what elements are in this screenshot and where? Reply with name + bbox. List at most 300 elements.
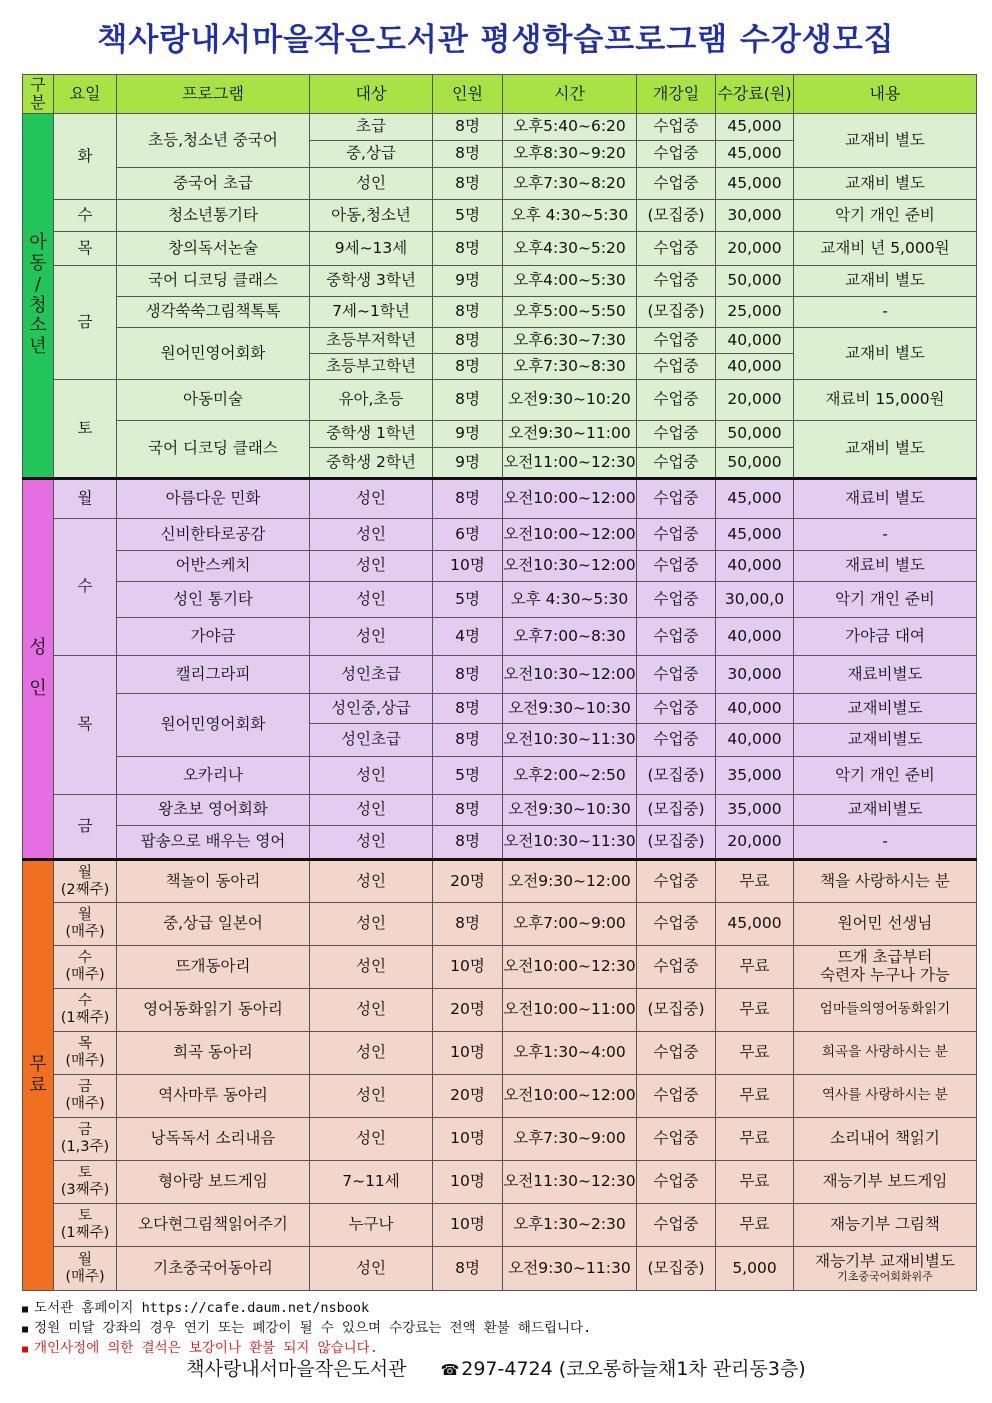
time-cell: 오전10:30~11:30 (503, 724, 637, 757)
fee-cell: 40,000 (716, 724, 794, 757)
header-section: 구분 (23, 75, 54, 114)
fee-cell: 45,000 (716, 519, 794, 551)
status-cell: 수업중 (637, 1161, 716, 1204)
target-cell: 성인초급 (310, 724, 433, 757)
target-cell: 7~11세 (310, 1161, 433, 1204)
adult-section (23, 479, 977, 860)
status-cell: 수업중 (637, 232, 716, 266)
time-cell: 오전10:30~12:00 (503, 551, 637, 582)
table-row (23, 328, 977, 354)
fee-cell: 20,000 (716, 232, 794, 266)
note-cell: 재능기부 그림책 (794, 1204, 977, 1247)
status-cell: 수업중 (637, 618, 716, 656)
phone-icon: ☎ (440, 1361, 460, 1379)
table-row (23, 200, 977, 232)
program-cell: 아동미술 (117, 380, 310, 421)
note-refund: ■ 정원 미달 강좌의 경우 연기 또는 폐강이 될 수 있으며 수강료는 전액 환불 해드립니다. (22, 1320, 592, 1336)
target-cell: 7세~1학년 (310, 297, 433, 328)
note-absence: ■ 개인사정에 의한 결석은 보강이나 환불 되지 않습니다. (22, 1340, 378, 1356)
fee-cell: 무료 (716, 1032, 794, 1075)
program-cell: 창의독서논술 (117, 232, 310, 266)
target-cell: 성인 (310, 795, 433, 826)
table-row (23, 168, 977, 200)
program-cell: 청소년통기타 (117, 200, 310, 232)
table-row (23, 618, 977, 656)
time-cell: 오후7:30~8:30 (503, 354, 637, 380)
status-cell: 수업중 (637, 656, 716, 694)
program-cell: 원어민영어회화 (117, 694, 310, 757)
count-cell: 8명 (433, 1247, 503, 1291)
count-cell: 8명 (433, 903, 503, 946)
note-cell: 교재비 별도 (794, 421, 977, 479)
program-cell: 형아랑 보드게임 (117, 1161, 310, 1204)
day-cell: 수 (54, 200, 117, 232)
time-cell: 오전10:00~12:30 (503, 946, 637, 989)
note-cell: 엄마들의영어동화읽기 (794, 989, 977, 1032)
header-target: 대상 (310, 75, 433, 114)
count-cell: 8명 (433, 826, 503, 860)
target-cell: 중학생 1학년 (310, 421, 433, 448)
day-cell: 화 (54, 114, 117, 200)
note-cell: 교재비 별도 (794, 168, 977, 200)
note-cell: 교재비별도 (794, 795, 977, 826)
day-cell: 목 (매주) (54, 1032, 117, 1075)
note-cell: - (794, 297, 977, 328)
header-count: 인원 (433, 75, 503, 114)
note-cell: 소리내어 책읽기 (794, 1118, 977, 1161)
program-cell: 낭독독서 소리내음 (117, 1118, 310, 1161)
time-cell: 오후 4:30~5:30 (503, 200, 637, 232)
note-cell: 교재비 별도 (794, 266, 977, 297)
fee-cell: 5,000 (716, 1247, 794, 1291)
day-cell: 금 (매주) (54, 1075, 117, 1118)
target-cell: 성인 (310, 618, 433, 656)
note-cell: 교재비별도 (794, 724, 977, 757)
status-cell: 수업중 (637, 168, 716, 200)
status-cell: 수업중 (637, 328, 716, 354)
target-cell: 성인 (310, 1032, 433, 1075)
time-cell: 오전9:30~10:30 (503, 694, 637, 724)
day-cell: 토 (1째주) (54, 1204, 117, 1247)
time-cell: 오전11:00~12:30 (503, 448, 637, 479)
time-cell: 오전9:30~10:20 (503, 380, 637, 421)
count-cell: 8명 (433, 141, 503, 168)
count-cell: 20명 (433, 1075, 503, 1118)
count-cell: 9명 (433, 266, 503, 297)
note-cell: 재료비별도 (794, 656, 977, 694)
program-cell: 희곡 동아리 (117, 1032, 310, 1075)
program-cell: 국어 디코딩 클래스 (117, 421, 310, 479)
time-cell: 오전9:30~12:00 (503, 860, 637, 903)
fee-cell: 무료 (716, 1075, 794, 1118)
status-cell: 수업중 (637, 519, 716, 551)
note-cell: 책을 사랑하시는 분 (794, 860, 977, 903)
count-cell: 8명 (433, 354, 503, 380)
fee-cell: 50,000 (716, 448, 794, 479)
time-cell: 오후1:30~4:00 (503, 1032, 637, 1075)
target-cell: 9세~13세 (310, 232, 433, 266)
status-cell: 수업중 (637, 1118, 716, 1161)
status-cell: (모집중) (637, 757, 716, 795)
count-cell: 9명 (433, 421, 503, 448)
fee-cell: 45,000 (716, 903, 794, 946)
fee-cell: 35,000 (716, 757, 794, 795)
fee-cell: 40,000 (716, 551, 794, 582)
fee-cell: 무료 (716, 946, 794, 989)
target-cell: 성인 (310, 519, 433, 551)
table-row (23, 1032, 977, 1075)
program-cell: 성인 통기타 (117, 582, 310, 618)
target-cell: 성인 (310, 1247, 433, 1291)
day-cell: 금 (1,3주) (54, 1118, 117, 1161)
table-row (23, 421, 977, 448)
fee-cell: 40,000 (716, 618, 794, 656)
footer-library: 책사랑내서마을작은도서관 (186, 1358, 407, 1380)
table-row (23, 551, 977, 582)
target-cell: 성인 (310, 168, 433, 200)
program-cell: 원어민영어회화 (117, 328, 310, 380)
status-cell: (모집중) (637, 989, 716, 1032)
table-row (23, 757, 977, 795)
target-cell: 성인 (310, 582, 433, 618)
day-cell: 토 (3째주) (54, 1161, 117, 1204)
target-cell: 중,상급 (310, 141, 433, 168)
target-cell: 성인 (310, 826, 433, 860)
status-cell: 수업중 (637, 354, 716, 380)
time-cell: 오전10:00~11:00 (503, 989, 637, 1032)
count-cell: 10명 (433, 1161, 503, 1204)
target-cell: 아동,청소년 (310, 200, 433, 232)
day-cell: 수 (매주) (54, 946, 117, 989)
target-cell: 중학생 3학년 (310, 266, 433, 297)
fee-cell: 40,000 (716, 354, 794, 380)
status-cell: 수업중 (637, 1032, 716, 1075)
time-cell: 오전9:30~11:00 (503, 421, 637, 448)
day-cell: 월 (매주) (54, 903, 117, 946)
status-cell: 수업중 (637, 860, 716, 903)
program-cell: 책놀이 동아리 (117, 860, 310, 903)
target-cell: 성인초급 (310, 656, 433, 694)
footer-address: (코오롱하늘채1차 관리동3층) (558, 1358, 806, 1380)
time-cell: 오후5:00~5:50 (503, 297, 637, 328)
status-cell: 수업중 (637, 479, 716, 519)
day-cell: 수 (1째주) (54, 989, 117, 1032)
note-homepage: ■ 도서관 홈페이지 https://cafe.daum.net/nsbook (22, 1300, 370, 1316)
header-day: 요일 (54, 75, 117, 114)
time-cell: 오전10:30~12:00 (503, 656, 637, 694)
free-section (23, 860, 977, 1291)
table-row (23, 1161, 977, 1204)
note-cell: 악기 개인 준비 (794, 582, 977, 618)
day-cell: 토 (54, 380, 117, 479)
footer-phone: 297-4724 (461, 1358, 553, 1380)
program-cell: 아름다운 민화 (117, 479, 310, 519)
note-cell: 교재비별도 (794, 694, 977, 724)
note-cell: 재능기부 교재비별도 기초중국어회화위주 (794, 1247, 977, 1291)
day-cell: 목 (54, 232, 117, 266)
day-cell: 금 (54, 795, 117, 860)
status-cell: 수업중 (637, 421, 716, 448)
section-label-free: 무 료 (23, 860, 54, 1291)
note-cell: 교재비 년 5,000원 (794, 232, 977, 266)
note-cell: 재능기부 보드게임 (794, 1161, 977, 1204)
note-cell: 재료비 15,000원 (794, 380, 977, 421)
fee-cell: 무료 (716, 989, 794, 1032)
status-cell: 수업중 (637, 694, 716, 724)
time-cell: 오전10:00~12:00 (503, 479, 637, 519)
count-cell: 10명 (433, 1204, 503, 1247)
status-cell: 수업중 (637, 380, 716, 421)
time-cell: 오후6:30~7:30 (503, 328, 637, 354)
status-cell: 수업중 (637, 448, 716, 479)
count-cell: 8명 (433, 328, 503, 354)
count-cell: 8명 (433, 168, 503, 200)
status-cell: (모집중) (637, 1247, 716, 1291)
time-cell: 오전9:30~11:30 (503, 1247, 637, 1291)
status-cell: 수업중 (637, 141, 716, 168)
target-cell: 성인 (310, 860, 433, 903)
target-cell: 성인 (310, 479, 433, 519)
section-label-child: 아 동 / 청 소 년 (23, 114, 54, 479)
time-cell: 오전10:00~12:00 (503, 1075, 637, 1118)
count-cell: 10명 (433, 1118, 503, 1161)
table-row (23, 694, 977, 724)
bullet-icon: ■ (22, 1344, 29, 1355)
target-cell: 유아,초등 (310, 380, 433, 421)
status-cell: 수업중 (637, 266, 716, 297)
time-cell: 오후1:30~2:30 (503, 1204, 637, 1247)
program-cell: 가야금 (117, 618, 310, 656)
note-cell: 재료비 별도 (794, 551, 977, 582)
header-status: 개강일 (637, 75, 716, 114)
count-cell: 8명 (433, 724, 503, 757)
program-cell: 오카리나 (117, 757, 310, 795)
fee-cell: 무료 (716, 1204, 794, 1247)
target-cell: 성인 (310, 757, 433, 795)
table-row (23, 989, 977, 1032)
count-cell: 8명 (433, 232, 503, 266)
child-section (23, 114, 977, 479)
page-title: 책사랑내서마을작은도서관 평생학습프로그램 수강생모집 (97, 22, 895, 58)
status-cell: (모집중) (637, 297, 716, 328)
fee-cell: 35,000 (716, 795, 794, 826)
target-cell: 중학생 2학년 (310, 448, 433, 479)
time-cell: 오후2:00~2:50 (503, 757, 637, 795)
section-label-adult: 성 인 (23, 479, 54, 860)
program-cell: 국어 디코딩 클래스 (117, 266, 310, 297)
header-fee: 수강료(원) (716, 75, 794, 114)
time-cell: 오후8:30~9:20 (503, 141, 637, 168)
target-cell: 성인 (310, 946, 433, 989)
status-cell: (모집중) (637, 795, 716, 826)
time-cell: 오후7:00~8:30 (503, 618, 637, 656)
time-cell: 오후4:00~5:30 (503, 266, 637, 297)
program-cell: 팝송으로 배우는 영어 (117, 826, 310, 860)
table-row (23, 232, 977, 266)
program-cell: 어반스케치 (117, 551, 310, 582)
program-cell: 뜨개동아리 (117, 946, 310, 989)
fee-cell: 45,000 (716, 141, 794, 168)
time-cell: 오후7:30~9:00 (503, 1118, 637, 1161)
count-cell: 5명 (433, 200, 503, 232)
table-row (23, 519, 977, 551)
fee-cell: 45,000 (716, 479, 794, 519)
fee-cell: 30,000 (716, 656, 794, 694)
target-cell: 초등부저학년 (310, 328, 433, 354)
program-cell: 생각쑥쑥그림책톡톡 (117, 297, 310, 328)
program-cell: 캘리그라피 (117, 656, 310, 694)
day-cell: 금 (54, 266, 117, 380)
notes (22, 1299, 972, 1359)
status-cell: 수업중 (637, 946, 716, 989)
table-row (23, 1247, 977, 1291)
fee-cell: 40,000 (716, 694, 794, 724)
count-cell: 20명 (433, 989, 503, 1032)
note-cell: - (794, 826, 977, 860)
program-cell: 신비한타로공감 (117, 519, 310, 551)
table-row (23, 582, 977, 618)
note-cell: 악기 개인 준비 (794, 200, 977, 232)
fee-cell: 무료 (716, 1161, 794, 1204)
table-row (23, 656, 977, 694)
table-row (23, 479, 977, 519)
fee-cell: 45,000 (716, 168, 794, 200)
table-row (23, 795, 977, 826)
table-row (23, 903, 977, 946)
time-cell: 오전11:30~12:30 (503, 1161, 637, 1204)
program-cell: 왕초보 영어회화 (117, 795, 310, 826)
fee-cell: 20,000 (716, 826, 794, 860)
fee-cell: 45,000 (716, 114, 794, 141)
count-cell: 8명 (433, 795, 503, 826)
note-cell: 희곡을 사랑하시는 분 (794, 1032, 977, 1075)
count-cell: 8명 (433, 656, 503, 694)
status-cell: (모집중) (637, 200, 716, 232)
count-cell: 5명 (433, 582, 503, 618)
program-cell: 초등,청소년 중국어 (117, 114, 310, 168)
note-cell: 재료비 별도 (794, 479, 977, 519)
day-cell: 월 (매주) (54, 1247, 117, 1291)
table-row (23, 1204, 977, 1247)
program-cell: 영어동화읽기 동아리 (117, 989, 310, 1032)
count-cell: 8명 (433, 297, 503, 328)
fee-cell: 40,000 (716, 328, 794, 354)
bullet-icon: ■ (22, 1324, 29, 1335)
table-row (23, 380, 977, 421)
program-cell: 오다현그림책읽어주기 (117, 1204, 310, 1247)
day-cell: 월 (2째주) (54, 860, 117, 903)
count-cell: 8명 (433, 694, 503, 724)
target-cell: 성인 (310, 551, 433, 582)
table-row (23, 946, 977, 989)
homepage-link[interactable]: https://cafe.daum.net/nsbook (141, 1300, 370, 1316)
day-cell: 목 (54, 656, 117, 795)
time-cell: 오후7:00~9:00 (503, 903, 637, 946)
count-cell: 8명 (433, 114, 503, 141)
schedule-table (22, 74, 977, 1291)
status-cell: 수업중 (637, 114, 716, 141)
count-cell: 5명 (433, 757, 503, 795)
fee-cell: 30,000 (716, 200, 794, 232)
target-cell: 성인 (310, 1075, 433, 1118)
count-cell: 9명 (433, 448, 503, 479)
time-cell: 오전10:30~11:30 (503, 826, 637, 860)
footer (0, 1354, 992, 1381)
header-program: 프로그램 (117, 75, 310, 114)
status-cell: 수업중 (637, 724, 716, 757)
table-row (23, 826, 977, 860)
time-cell: 오전10:00~12:00 (503, 519, 637, 551)
time-cell: 오후4:30~5:20 (503, 232, 637, 266)
target-cell: 성인 (310, 903, 433, 946)
header-note: 내용 (794, 75, 977, 114)
status-cell: (모집중) (637, 826, 716, 860)
table-row (23, 1118, 977, 1161)
note-cell: 가야금 대여 (794, 618, 977, 656)
day-cell: 월 (54, 479, 117, 519)
target-cell: 초급 (310, 114, 433, 141)
note-cell: 교재비 별도 (794, 114, 977, 168)
note-cell: 역사를 사랑하시는 분 (794, 1075, 977, 1118)
fee-cell: 30,00,0 (716, 582, 794, 618)
fee-cell: 50,000 (716, 421, 794, 448)
table-row (23, 860, 977, 903)
status-cell: 수업중 (637, 1075, 716, 1118)
status-cell: 수업중 (637, 551, 716, 582)
note-cell: 원어민 선생님 (794, 903, 977, 946)
count-cell: 20명 (433, 860, 503, 903)
header-time: 시간 (503, 75, 637, 114)
fee-cell: 무료 (716, 1118, 794, 1161)
count-cell: 8명 (433, 479, 503, 519)
table-row (23, 1075, 977, 1118)
note-cell: 교재비 별도 (794, 328, 977, 380)
count-cell: 4명 (433, 618, 503, 656)
program-cell: 기초중국어동아리 (117, 1247, 310, 1291)
count-cell: 10명 (433, 946, 503, 989)
time-cell: 오전9:30~10:30 (503, 795, 637, 826)
time-cell: 오후 4:30~5:30 (503, 582, 637, 618)
fee-cell: 무료 (716, 860, 794, 903)
target-cell: 누구나 (310, 1204, 433, 1247)
header-row (23, 75, 977, 114)
day-cell: 수 (54, 519, 117, 656)
count-cell: 10명 (433, 551, 503, 582)
bullet-icon: ■ (22, 1304, 29, 1315)
count-cell: 10명 (433, 1032, 503, 1075)
target-cell: 성인 (310, 989, 433, 1032)
table-row (23, 266, 977, 297)
target-cell: 성인중,상급 (310, 694, 433, 724)
status-cell: 수업중 (637, 582, 716, 618)
time-cell: 오후5:40~6:20 (503, 114, 637, 141)
program-cell: 중국어 초급 (117, 168, 310, 200)
fee-cell: 50,000 (716, 266, 794, 297)
table-row (23, 114, 977, 141)
target-cell: 초등부고학년 (310, 354, 433, 380)
count-cell: 6명 (433, 519, 503, 551)
note-cell: 악기 개인 준비 (794, 757, 977, 795)
program-cell: 역사마루 동아리 (117, 1075, 310, 1118)
status-cell: 수업중 (637, 1204, 716, 1247)
time-cell: 오후7:30~8:20 (503, 168, 637, 200)
table-row (23, 297, 977, 328)
fee-cell: 25,000 (716, 297, 794, 328)
count-cell: 8명 (433, 380, 503, 421)
note-cell: 뜨개 초급부터 숙련자 누구나 가능 (794, 946, 977, 989)
target-cell: 성인 (310, 1118, 433, 1161)
note-cell: - (794, 519, 977, 551)
